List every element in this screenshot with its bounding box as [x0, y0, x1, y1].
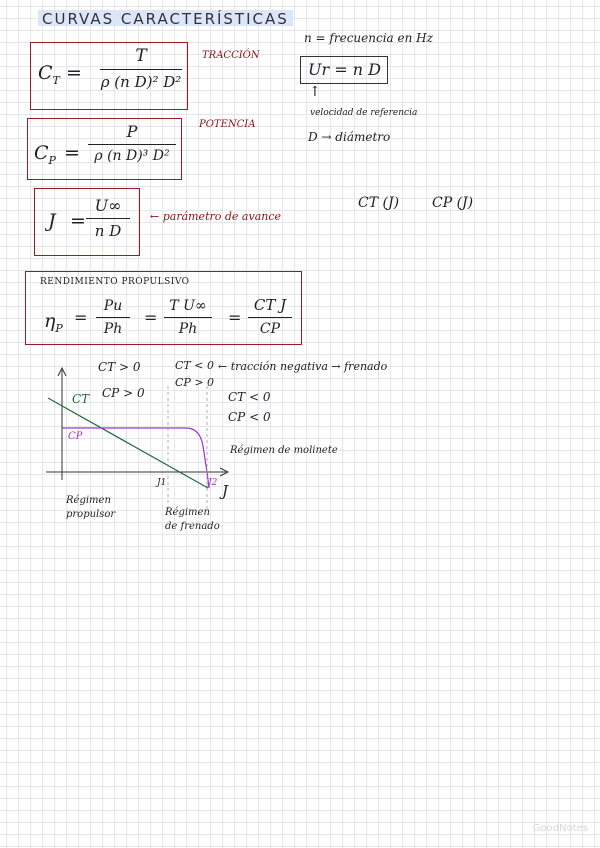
j-numerator: U∞ [94, 196, 122, 215]
n-definition: n = frecuencia en Hz [304, 31, 433, 45]
up-arrow: ↑ [309, 84, 321, 100]
traccion-label: TRACCIÓN [202, 50, 260, 61]
goodnotes-watermark: GoodNotes [532, 823, 588, 834]
rendimiento-label: RENDIMIENTO PROPULSIVO [40, 277, 190, 287]
ur-formula: Ur = n D [308, 60, 381, 79]
page-title: CURVAS CARACTERÍSTICAS [38, 10, 293, 26]
traccion-negativa-note: ← tracción negativa → frenado [218, 360, 388, 373]
cond-right-1: CT < 0 [228, 390, 271, 404]
cond-left-2: CP > 0 [102, 386, 145, 400]
cp-numerator: P [126, 122, 138, 141]
ct-lhs: $C_T$ [38, 62, 60, 87]
ct-equals: = [66, 62, 82, 84]
ct-denominator: ρ (n D)² D² [100, 73, 182, 91]
eta-f3-denominator: CP [259, 321, 281, 337]
eta-equals-3: = [228, 308, 242, 327]
eta-lhs: $\eta_P$ [44, 310, 63, 335]
j-axis-label: J [222, 482, 229, 500]
eta-f1-denominator: Ph [103, 321, 123, 337]
d-definition: D → diámetro [308, 130, 391, 144]
cp-curve [62, 428, 209, 488]
cp-lhs: $C_P$ [34, 142, 56, 167]
cond-mid-1: CT < 0 [175, 359, 214, 372]
potencia-label: POTENCIA [199, 119, 256, 130]
cp-curve-label: CP [68, 431, 83, 442]
eta-f2-denominator: Ph [178, 321, 198, 337]
cond-left-1: CT > 0 [98, 360, 141, 374]
parametro-avance-label: ← parámetro de avance [150, 210, 282, 223]
j1-label: J1 [157, 478, 167, 488]
velocidad-note: velocidad de referencia [310, 108, 418, 118]
cond-mid-2: CP > 0 [175, 376, 215, 389]
eta-f1-numerator: Pu [103, 298, 123, 314]
cp-denominator: ρ (n D)³ D² [94, 148, 170, 164]
j-lhs: J [48, 210, 56, 232]
j-denominator: n D [94, 222, 122, 240]
regimen-propulsor-label: Régimen propulsor [66, 495, 116, 520]
cond-right-2: CP < 0 [228, 410, 271, 424]
ct-curve [48, 398, 208, 488]
ct-of-j: CT (J) [358, 195, 400, 211]
j2-label: J2 [208, 478, 218, 488]
regimen-frenado-label: Régimen de frenado [165, 507, 220, 532]
eta-f3-numerator: CT J [253, 296, 287, 314]
ct-numerator: T [135, 46, 147, 66]
cp-of-j: CP (J) [432, 195, 474, 211]
eta-equals-1: = [74, 308, 88, 327]
eta-equals-2: = [144, 308, 158, 327]
eta-f2-numerator: T U∞ [169, 298, 207, 314]
ct-curve-label: CT [72, 392, 90, 406]
j-equals: = [70, 210, 86, 232]
cp-equals: = [64, 142, 80, 164]
regimen-molinete-label: Régimen de molinete [230, 445, 338, 456]
